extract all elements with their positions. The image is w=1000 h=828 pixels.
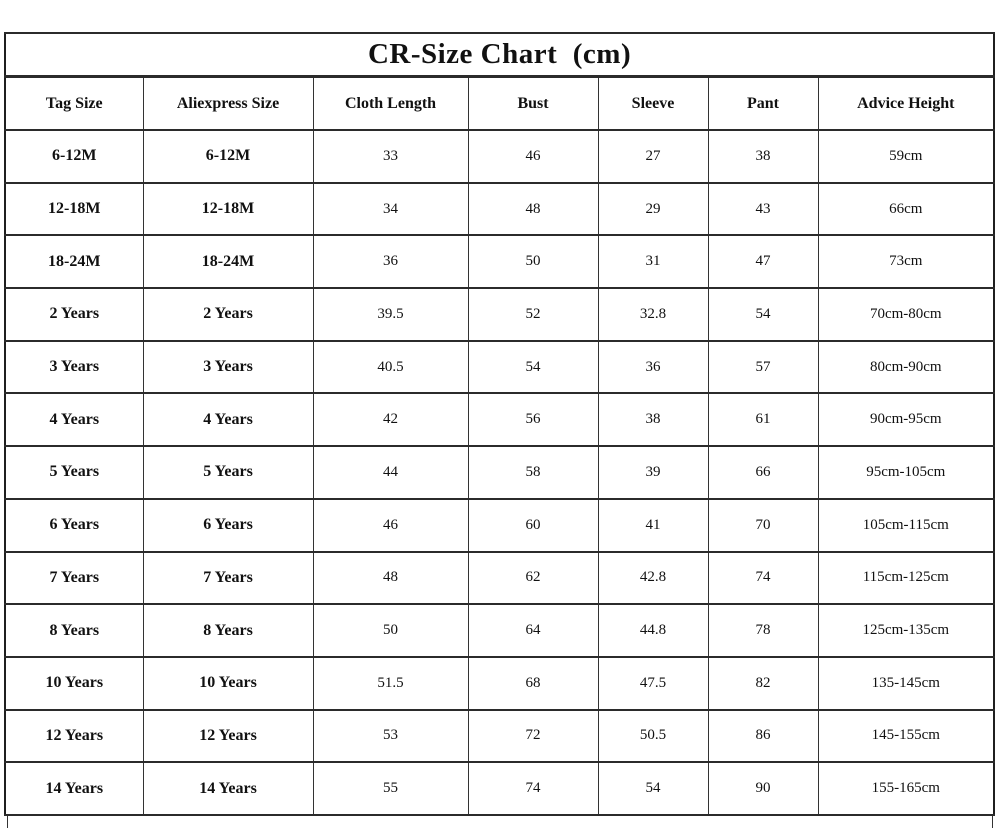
cell-cloth-length: 51.5 (313, 657, 468, 710)
cell-sleeve: 54 (598, 762, 708, 815)
chart-title-row (5, 33, 994, 77)
table-row (5, 552, 994, 605)
table-row (5, 288, 994, 341)
cell-advice-height: 105cm-115cm (818, 499, 994, 552)
cell-tag-size: 12 Years (5, 710, 143, 763)
cell-pant: 61 (708, 393, 818, 446)
cell-aliexpress-size: 5 Years (143, 446, 313, 499)
table-row (5, 183, 994, 236)
cell-sleeve: 39 (598, 446, 708, 499)
header-cloth-length: Cloth Length (313, 77, 468, 131)
column-header-row (5, 77, 994, 131)
next-section-partial-cell (7, 816, 993, 828)
table-row (5, 393, 994, 446)
cell-advice-height: 70cm-80cm (818, 288, 994, 341)
cell-bust: 56 (468, 393, 598, 446)
cell-bust: 64 (468, 604, 598, 657)
cell-tag-size: 6-12M (5, 130, 143, 183)
cell-cloth-length: 44 (313, 446, 468, 499)
cell-bust: 58 (468, 446, 598, 499)
cell-sleeve: 38 (598, 393, 708, 446)
cell-aliexpress-size: 14 Years (143, 762, 313, 815)
cell-aliexpress-size: 3 Years (143, 341, 313, 394)
cell-cloth-length: 39.5 (313, 288, 468, 341)
cell-aliexpress-size: 8 Years (143, 604, 313, 657)
cell-bust: 68 (468, 657, 598, 710)
cell-aliexpress-size: 12 Years (143, 710, 313, 763)
cell-bust: 48 (468, 183, 598, 236)
cell-aliexpress-size: 7 Years (143, 552, 313, 605)
cell-sleeve: 41 (598, 499, 708, 552)
table-row (5, 446, 994, 499)
cell-pant: 38 (708, 130, 818, 183)
cell-aliexpress-size: 12-18M (143, 183, 313, 236)
cell-pant: 57 (708, 341, 818, 394)
cell-advice-height: 115cm-125cm (818, 552, 994, 605)
cell-tag-size: 6 Years (5, 499, 143, 552)
header-tag-size: Tag Size (5, 77, 143, 131)
header-pant: Pant (708, 77, 818, 131)
cell-bust: 60 (468, 499, 598, 552)
cell-tag-size: 12-18M (5, 183, 143, 236)
cell-cloth-length: 50 (313, 604, 468, 657)
cell-advice-height: 135-145cm (818, 657, 994, 710)
cell-tag-size: 4 Years (5, 393, 143, 446)
cell-tag-size: 10 Years (5, 657, 143, 710)
cell-pant: 90 (708, 762, 818, 815)
cell-tag-size: 2 Years (5, 288, 143, 341)
cell-aliexpress-size: 4 Years (143, 393, 313, 446)
cell-sleeve: 36 (598, 341, 708, 394)
cell-cloth-length: 46 (313, 499, 468, 552)
table-row (5, 604, 994, 657)
cell-pant: 74 (708, 552, 818, 605)
cell-aliexpress-size: 18-24M (143, 235, 313, 288)
table-row (5, 762, 994, 815)
cell-bust: 72 (468, 710, 598, 763)
cell-aliexpress-size: 10 Years (143, 657, 313, 710)
size-chart-container (4, 32, 993, 828)
cell-pant: 54 (708, 288, 818, 341)
cell-bust: 52 (468, 288, 598, 341)
cell-cloth-length: 48 (313, 552, 468, 605)
cell-advice-height: 73cm (818, 235, 994, 288)
cell-sleeve: 32.8 (598, 288, 708, 341)
table-row (5, 130, 994, 183)
cell-tag-size: 18-24M (5, 235, 143, 288)
cell-pant: 70 (708, 499, 818, 552)
cell-bust: 50 (468, 235, 598, 288)
cell-aliexpress-size: 6-12M (143, 130, 313, 183)
cell-advice-height: 66cm (818, 183, 994, 236)
cell-sleeve: 44.8 (598, 604, 708, 657)
cell-advice-height: 125cm-135cm (818, 604, 994, 657)
cell-advice-height: 80cm-90cm (818, 341, 994, 394)
cell-cloth-length: 33 (313, 130, 468, 183)
cell-tag-size: 8 Years (5, 604, 143, 657)
cell-cloth-length: 34 (313, 183, 468, 236)
header-bust: Bust (468, 77, 598, 131)
cell-tag-size: 14 Years (5, 762, 143, 815)
header-aliexpress-size: Aliexpress Size (143, 77, 313, 131)
cell-advice-height: 145-155cm (818, 710, 994, 763)
cell-tag-size: 5 Years (5, 446, 143, 499)
cell-cloth-length: 40.5 (313, 341, 468, 394)
header-advice-height: Advice Height (818, 77, 994, 131)
cell-cloth-length: 53 (313, 710, 468, 763)
table-row (5, 499, 994, 552)
cell-pant: 66 (708, 446, 818, 499)
cell-pant: 86 (708, 710, 818, 763)
cell-advice-height: 155-165cm (818, 762, 994, 815)
cell-sleeve: 50.5 (598, 710, 708, 763)
cell-tag-size: 7 Years (5, 552, 143, 605)
cell-sleeve: 31 (598, 235, 708, 288)
cell-advice-height: 95cm-105cm (818, 446, 994, 499)
cell-sleeve: 47.5 (598, 657, 708, 710)
cell-pant: 78 (708, 604, 818, 657)
cell-cloth-length: 42 (313, 393, 468, 446)
chart-title: CR-Size Chart (cm) (5, 33, 994, 77)
cell-tag-size: 3 Years (5, 341, 143, 394)
size-chart-table (4, 32, 995, 816)
cell-pant: 82 (708, 657, 818, 710)
cell-pant: 43 (708, 183, 818, 236)
cell-bust: 46 (468, 130, 598, 183)
cell-cloth-length: 36 (313, 235, 468, 288)
table-row (5, 341, 994, 394)
table-row (5, 710, 994, 763)
cell-aliexpress-size: 6 Years (143, 499, 313, 552)
table-row (5, 657, 994, 710)
cell-sleeve: 27 (598, 130, 708, 183)
table-row (5, 235, 994, 288)
cell-sleeve: 42.8 (598, 552, 708, 605)
cell-bust: 74 (468, 762, 598, 815)
cell-pant: 47 (708, 235, 818, 288)
cell-advice-height: 90cm-95cm (818, 393, 994, 446)
header-sleeve: Sleeve (598, 77, 708, 131)
cell-advice-height: 59cm (818, 130, 994, 183)
cell-bust: 62 (468, 552, 598, 605)
cell-aliexpress-size: 2 Years (143, 288, 313, 341)
cell-sleeve: 29 (598, 183, 708, 236)
cell-cloth-length: 55 (313, 762, 468, 815)
cell-bust: 54 (468, 341, 598, 394)
